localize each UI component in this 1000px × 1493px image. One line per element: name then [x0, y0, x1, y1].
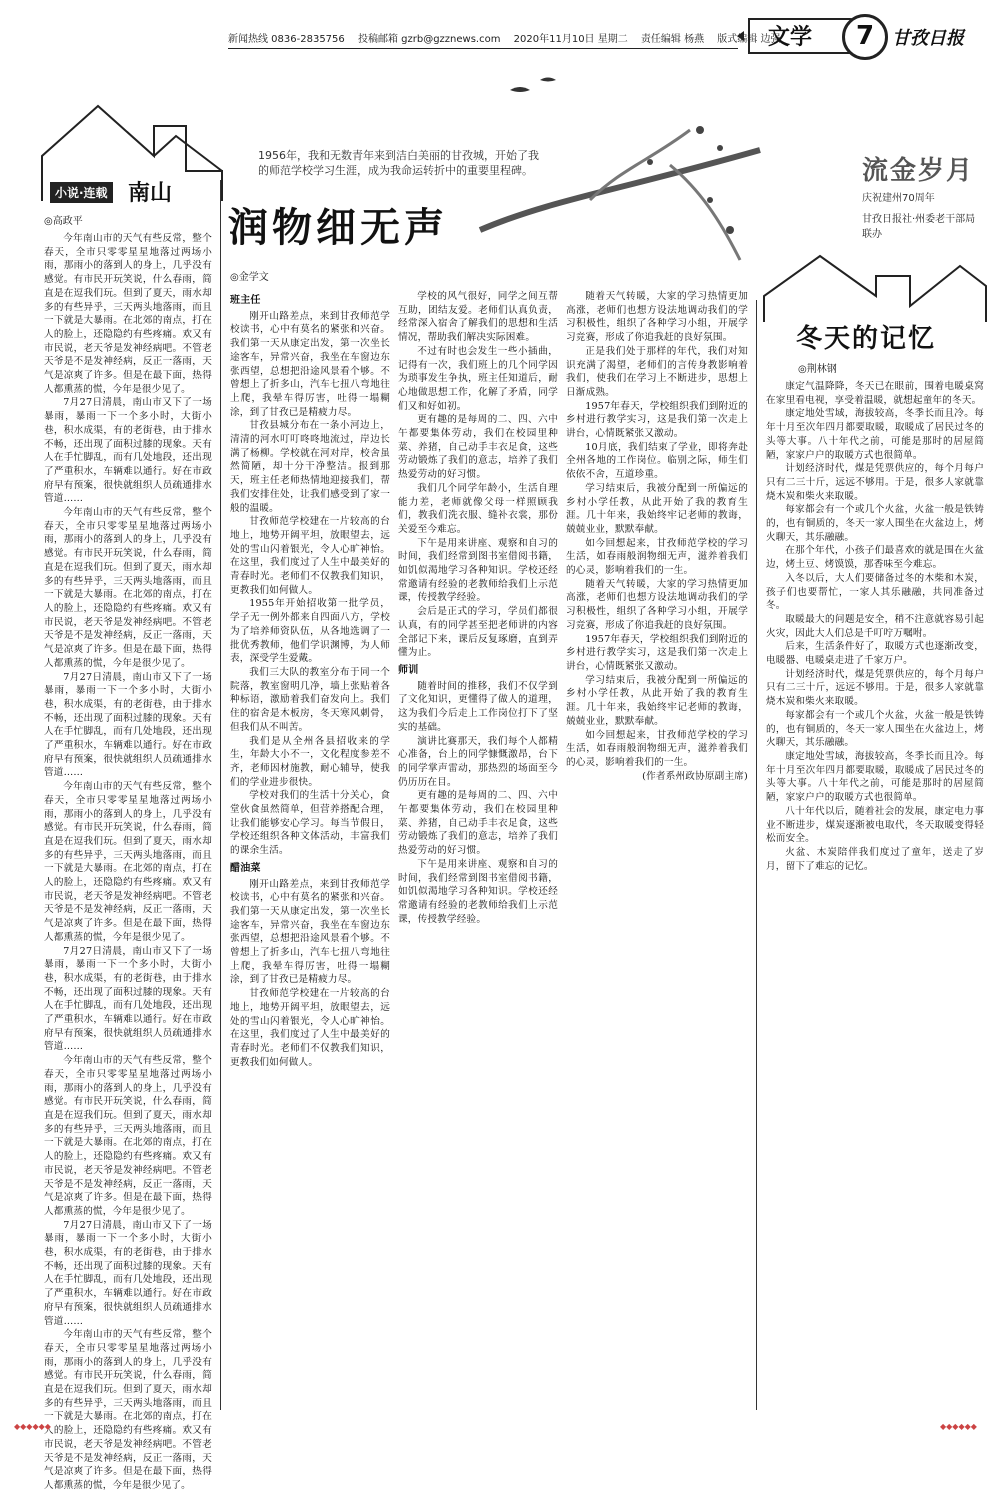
paragraph: 学习结束后，我被分配到一所偏远的乡村小学任教，从此开始了我的教育生涯。几十年来，我始终牢记老师的教诲，兢兢业业，默默奉献。: [566, 674, 748, 727]
paragraph: 1955年开始招收第一批学员，学子无一例外都来自四面八方，学校为了培养师资队伍，从各地选调了一批优秀教师，他们学识渊博，为人师表，深受学生爱戴。: [230, 598, 390, 665]
paragraph: 计划经济时代，煤是凭票供应的，每个月每户只有二三十斤，远远不够用。于是，很多人家就靠烧木炭和柴火来取暖。: [766, 463, 984, 502]
footer-ornament-left: ◆◆◆◆◆◆: [14, 1422, 51, 1431]
paragraph: 在那个年代，小孩子们最喜欢的就是围在火盆边，烤土豆、烤馍馍，那香味至今难忘。: [766, 545, 984, 571]
paragraph: 10月底，我们结束了学业，即将奔赴全州各地的工作岗位。临别之际，师生们依依不舍，互道珍重。: [566, 441, 748, 481]
paragraph: 1957年春天，学校组织我们到附近的乡村进行教学实习，这是我们第一次走上讲台，心情既紧张又激动。: [566, 400, 748, 440]
winter-title: 冬天的记忆: [796, 324, 937, 354]
paragraph: 康定地处雪域，海拔较高，冬季长而且冷。每年十月至次年四月都要取暖，取暖成了居民过冬的头等大事。八十年代之前，可能是那时的居屋简陋，家家户户的取暖方式也很简单。: [766, 408, 984, 461]
paragraph: 1957年春天，学校组织我们到附近的乡村进行教学实习，这是我们第一次走上讲台，心情既紧张又激动。: [566, 633, 748, 672]
serial-label: 小说·连载: [50, 182, 113, 203]
article-body-col3: [566, 290, 748, 1410]
newspaper-logo: 甘孜日报: [892, 28, 964, 49]
seal-title: 流金岁月: [862, 156, 975, 186]
author-footnote: (作者系州政协原副主席): [642, 770, 748, 782]
winter-author: ◎荆林钢: [798, 364, 837, 375]
column-seal: [862, 150, 982, 240]
page-header: [0, 0, 1000, 62]
paragraph: 今年南山市的天气有些反常，整个春天，全市只零零星星地落过两场小雨，那雨小的落到人的身上，几乎没有感觉。有市民开玩笑说，什么春雨，简直是在逗我们玩。但到了夏天，雨水却多的有些异乎，三天两头地落雨，而且一下就是大暴雨。在北郊的南点，打在人的脸上，还隐隐约有些疼痛。欢又有市民说，老天爷是发神经病吧。不管老天爷是不是发神经病，反正一落雨，天气是凉爽了许多。但是在最下面，热得人都熏蒸的慌，今年是很少见了。: [44, 1055, 212, 1217]
paragraph: 入冬以后，大人们要储备过冬的木柴和木炭，孩子们也要帮忙，一家人其乐融融，共同准备过冬。: [766, 572, 984, 612]
paragraph: 如今回想起来，甘孜师范学校的学习生活，如春雨般润物细无声，滋养着我们的心灵，影响着我们的一生。: [566, 537, 748, 577]
email: 投稿邮箱 gzrb@gzznews.com: [357, 34, 501, 45]
header-rule: [228, 48, 738, 49]
paragraph: 下午是用来讲座、观察和自习的时间，我们经常到图书室借阅书籍，如饥似渴地学习各种知识。学校还经常邀请有经验的老教师给我们上示范课，传授教学经验。: [398, 537, 558, 604]
paragraph: 7月27日清晨，南山市又下了一场暴雨，暴雨一下一个多小时，大街小巷，积水成渠，有的老街巷，由于排水不畅，还出现了面积过膝的现象。天有人在手忙脚乱，而有几处地段，还出现了严重积水，车辆难以通行。好在市政府早有预案，很快就组织人员疏通排水管道……: [44, 397, 212, 505]
section-name: 文学: [768, 25, 813, 50]
paragraph: 7月27日清晨，南山市又下了一场暴雨，暴雨一下一个多小时，大街小巷，积水成渠，有的老街巷，由于排水不畅，还出现了面积过膝的现象。天有人在手忙脚乱，而有几处地段，还出现了严重积水，车辆难以通行。好在市政府早有预案，很快就组织人员疏通排水管道……: [44, 1219, 212, 1327]
paragraph: 随着时间的推移，我们不仅学到了文化知识，更懂得了做人的道理，这为我们今后走上工作岗位打下了坚实的基础。: [398, 680, 558, 733]
paragraph: 下午是用来讲座、观察和自习的时间，我们经常到图书室借阅书籍，如饥似渴地学习各种知识。学校还经常邀请有经验的老教师给我们上示范课，传授教学经验。: [398, 858, 558, 925]
paragraph: 学校对我们的生活十分关心，食堂伙食虽然简单，但营养搭配合理，让我们能够安心学习。每当节假日，学校还组织各种文体活动，丰富我们的课余生活。: [230, 790, 390, 857]
footer-ornament-right: ◆◆◆◆◆◆: [940, 1422, 977, 1431]
paragraph: 火盆、木炭陪伴我们度过了童年，送走了岁月，留下了难忘的记忆。: [766, 846, 984, 872]
paragraph: 随着天气转暖，大家的学习热情更加高涨，老师们也想方设法地调动我们的学习积极性，组织了各种学习小组，开展学习竞赛，形成了你追我赶的良好氛围。: [566, 291, 748, 344]
layout-editor: 版式编辑 边强: [717, 34, 781, 45]
house-outline-right: [760, 246, 990, 326]
paragraph: 7月27日清晨，南山市又下了一场暴雨，暴雨一下一个多小时，大街小巷，积水成渠，有的老街巷，由于排水不畅，还出现了面积过膝的现象。天有人在手忙脚乱，而有几处地段，还出现了严重积水，车辆难以通行。好在市政府早有预案，很快就组织人员疏通排水管道……: [44, 671, 212, 779]
paragraph: 今年南山市的天气有些反常，整个春天，全市只零零星星地落过两场小雨，那雨小的落到人的身上，几乎没有感觉。有市民开玩笑说，什么春雨，简直是在逗我们玩。但到了夏天，雨水却多的有些异乎，三天两头地落雨，而且一下就是大暴雨。在北郊的南点，打在人的脸上，还隐隐约有些疼痛。欢又有市民说，老天爷是发神经病吧。不管老天爷是不是发神经病，反正一落雨，天气是凉爽了许多。但是在最下面，热得人都熏蒸的慌，今年是很少见了。: [44, 507, 212, 669]
paragraph: 7月27日清晨，南山市又下了一场暴雨，暴雨一下一个多小时，大街小巷，积水成渠，有的老街巷，由于排水不畅，还出现了面积过膝的现象。天有人在手忙脚乱，而有几处地段，还出现了严重积水，车辆难以通行。好在市政府早有预案，很快就组织人员疏通排水管道……: [44, 945, 212, 1053]
article-body-col2: [398, 290, 558, 1410]
column-divider: [756, 300, 757, 1410]
seal-organizer: 甘孜日报社·州委老干部局联办: [862, 214, 976, 240]
article-title: 润物细无声: [228, 204, 448, 251]
paragraph: 甘孜师范学校建在一片较高的台地上，地势开阔平坦，放眼望去，远处的雪山闪着银光，令人心旷神怡。在这里，我们度过了人生中最美好的青春时光。老师们不仅教我们知识，更教我们如何做人。: [230, 516, 390, 596]
paragraph: 更有趣的是每周的二、四、六中午都要集体劳动，我们在校园里种菜、养猪，自己动手丰衣足食，这些劳动锻炼了我们的意志，培养了我们热爱劳动的好习惯。: [398, 790, 558, 857]
paragraph: 更有趣的是每周的二、四、六中午都要集体劳动，我们在校园里种菜、养猪，自己动手丰衣足食，这些劳动锻炼了我们的意志，培养了我们热爱劳动的好习惯。: [398, 414, 558, 481]
subheading: 醋油菜: [230, 862, 261, 874]
paragraph: 刚开山路差点，来到甘孜师范学校读书，心中有莫名的紧张和兴奋。我们第一天从康定出发，第一次坐长途客车，异常兴奋，我坐在车窗边东张西望，总想把沿途风景看个够。不曾想上了折多山，汽车七扭八弯地往上爬，我晕车得厉害，吐得一塌糊涂，到了甘孜已是精疲力尽。: [230, 878, 390, 986]
subheading: 班主任: [230, 295, 261, 306]
paragraph: 如今回想起来，甘孜师范学校的学习生活，如春雨般润物细无声，滋养着我们的心灵，影响着我们的一生。: [566, 729, 748, 768]
paragraph: 八十年代以后，随着社会的发展，康定电力事业不断进步，煤炭逐渐被电取代，冬天取暖变得轻松而安全。: [766, 805, 984, 845]
article-lead: 1956年，我和无数青年来到洁白美丽的甘孜城，开始了我的师范学校学习生涯，成为我命运转折中的重要里程碑。: [258, 149, 539, 177]
article-body-col1: [230, 290, 390, 1410]
paragraph: 康定气温降降，冬天已在眼前，围着电暖桌窝在家里看电视，享受着温暖，就想起童年的冬天。: [766, 381, 984, 406]
hotline: 新闻热线 0836-2835756: [228, 34, 345, 45]
nanshan-author: ◎高政平: [44, 216, 83, 227]
paragraph: 演讲比赛那天，我们每个人都精心准备，台上的同学慷慨激昂，台下的同学掌声雷动，那热烈的场面至今仍历历在目。: [398, 735, 558, 788]
paragraph: 我们几个同学年龄小，生活自理能力差，老师就像父母一样照顾我们，教我们洗衣服、缝补衣裳，那份关爱至今难忘。: [398, 482, 558, 535]
column-divider: [220, 180, 221, 1410]
date: 2020年11月10日 星期二: [513, 34, 628, 45]
page-number: 7: [842, 14, 888, 60]
seal-subtitle: 庆祝建州70周年: [862, 193, 935, 204]
paragraph: 今年南山市的天气有些反常，整个春天，全市只零零星星地落过两场小雨，那雨小的落到人的身上，几乎没有感觉。有市民开玩笑说，什么春雨，简直是在逗我们玩。但到了夏天，雨水却多的有些异乎，三天两头地落雨，而且一下就是大暴雨。在北郊的南点，打在人的脸上，还隐隐约有些疼痛。欢又有市民说，老天爷是发神经病吧。不管老天爷是不是发神经病，反正一落雨，天气是凉爽了许多。但是在最下面，热得人都熏蒸的慌，今年是很少见了。: [44, 233, 212, 395]
subheading: 师训: [398, 664, 419, 676]
paragraph: 刚开山路差点，来到甘孜师范学校读书，心中有莫名的紧张和兴奋。我们第一天从康定出发，第一次坐长途客车，异常兴奋，我坐在车窗边东张西望，总想把沿途风景看个够。不曾想上了折多山，汽车七扭八弯地往上爬，我晕车得厉害，吐得一塌糊涂，到了甘孜已是精疲力尽。: [230, 310, 390, 418]
winter-body: [766, 380, 984, 1410]
arrow-left-icon: [737, 31, 744, 41]
article-author: ◎金学文: [230, 272, 269, 283]
paragraph: 学习结束后，我被分配到一所偏远的乡村小学任教，从此开始了我的教育生涯。几十年来，我始终牢记老师的教诲，兢兢业业，默默奉献。: [566, 482, 748, 535]
editor: 责任编辑 杨燕: [640, 34, 705, 45]
paragraph: 甘孜县城分布在一条小河边上，清清的河水叮叮咚咚地流过，岸边长满了杨柳。学校就在河对岸，校舍虽然简陋，却十分干净整洁。报到那天，班主任老师热情地迎接我们，帮我们安排住处，让我们感受到了家一般的温暖。: [230, 420, 390, 514]
paragraph: 计划经济时代，煤是凭票供应的，每个月每户只有二三十斤，远远不够用。于是，很多人家就靠烧木炭和柴火来取暖。: [766, 668, 984, 708]
paragraph: 我们三大队的教室分布于同一个院落，教室窗明几净，墙上张贴着各种标语，激励着我们奋发向上。我们住的宿舍是木板房，冬天寒风刺骨，但我们从不叫苦。: [230, 666, 390, 733]
paragraph: 康定地处雪域，海拔较高，冬季长而且冷。每年十月至次年四月都要取暖，取暖成了居民过冬的头等大事。八十年代之前，可能是那时的居屋简陋，家家户户的取暖方式也很简单。: [766, 750, 984, 804]
paragraph: 后来，生活条件好了，取暖方式也逐渐改变，电暖器、电暖桌走进了千家万户。: [766, 641, 984, 667]
paragraph: 取暖最大的问题是安全，稍不注意就容易引起火灾，因此大人们总是千叮咛万嘱咐。: [766, 613, 984, 639]
paragraph: 学校的风气很好，同学之间互帮互助，团结友爱。老师们认真负责，经常深入宿舍了解我们的思想和生活情况，帮助我们解决实际困难。: [398, 291, 558, 344]
paragraph: 正是我们处于那样的年代，我们对知识充满了渴望，老师们的言传身教影响着我们，使我们在学习上不断进步，思想上日渐成熟。: [566, 345, 748, 398]
nanshan-body: [44, 232, 212, 1491]
nanshan-title: 南山: [128, 181, 173, 206]
paragraph: 今年南山市的天气有些反常，整个春天，全市只零零星星地落过两场小雨，那雨小的落到人的身上，几乎没有感觉。有市民开玩笑说，什么春雨，简直是在逗我们玩。但到了夏天，雨水却多的有些异乎，三天两头地落雨，而且一下就是大暴雨。在北郊的南点，打在人的脸上，还隐隐约有些疼痛。欢又有市民说，老天爷是发神经病吧。不管老天爷是不是发神经病，反正一落雨，天气是凉爽了许多。但是在最下面，热得人都熏蒸的慌，今年是很少见了。: [44, 781, 212, 943]
paragraph: 甘孜师范学校建在一片较高的台地上，地势开阔平坦，放眼望去，远处的雪山闪着银光，令人心旷神怡。在这里，我们度过了人生中最美好的青春时光。老师们不仅教我们知识，更教我们如何做人。: [230, 988, 390, 1068]
header-meta: [228, 30, 790, 45]
paragraph: 会后是正式的学习，学员们都很认真，有的同学甚至把老师讲的内容全部记下来，课后反复琢磨，直到弄懂为止。: [398, 606, 558, 659]
paragraph: 每家都会有一个或几个火盆，火盆一般是铁铸的，也有铜质的，冬天一家人围坐在火盆边上，烤火聊天，其乐融融。: [766, 709, 984, 749]
paragraph: 每家都会有一个或几个火盆，火盆一般是铁铸的，也有铜质的，冬天一家人围坐在火盆边上，烤火聊天，其乐融融。: [766, 504, 984, 543]
paragraph: 今年南山市的天气有些反常，整个春天，全市只零零星星地落过两场小雨，那雨小的落到人的身上，几乎没有感觉。有市民开玩笑说，什么春雨，简直是在逗我们玩。但到了夏天，雨水却多的有些异乎，三天两头地落雨，而且一下就是大暴雨。在北郊的南点，打在人的脸上，还隐隐约有些疼痛。欢又有市民说，老天爷是发神经病吧。不管老天爷是不是发神经病，反正一落雨，天气是凉爽了许多。但是在最下面，热得人都熏蒸的慌，今年是很少见了。: [44, 1329, 212, 1491]
paragraph: 随着天气转暖，大家的学习热情更加高涨，老师们也想方设法地调动我们的学习积极性，组织了各种学习小组，开展学习竞赛，形成了你追我赶的良好氛围。: [566, 578, 748, 631]
paragraph: 不过有时也会发生一些小插曲，记得有一次，我们班上的几个同学因为琐事发生争执，班主任知道后，耐心地做思想工作，化解了矛盾，同学们又和好如初。: [398, 345, 558, 412]
paragraph: 我们是从全州各县招收来的学生，年龄大小不一，文化程度参差不齐，老师因材施教，耐心辅导，使我们的学业进步很快。: [230, 735, 390, 788]
